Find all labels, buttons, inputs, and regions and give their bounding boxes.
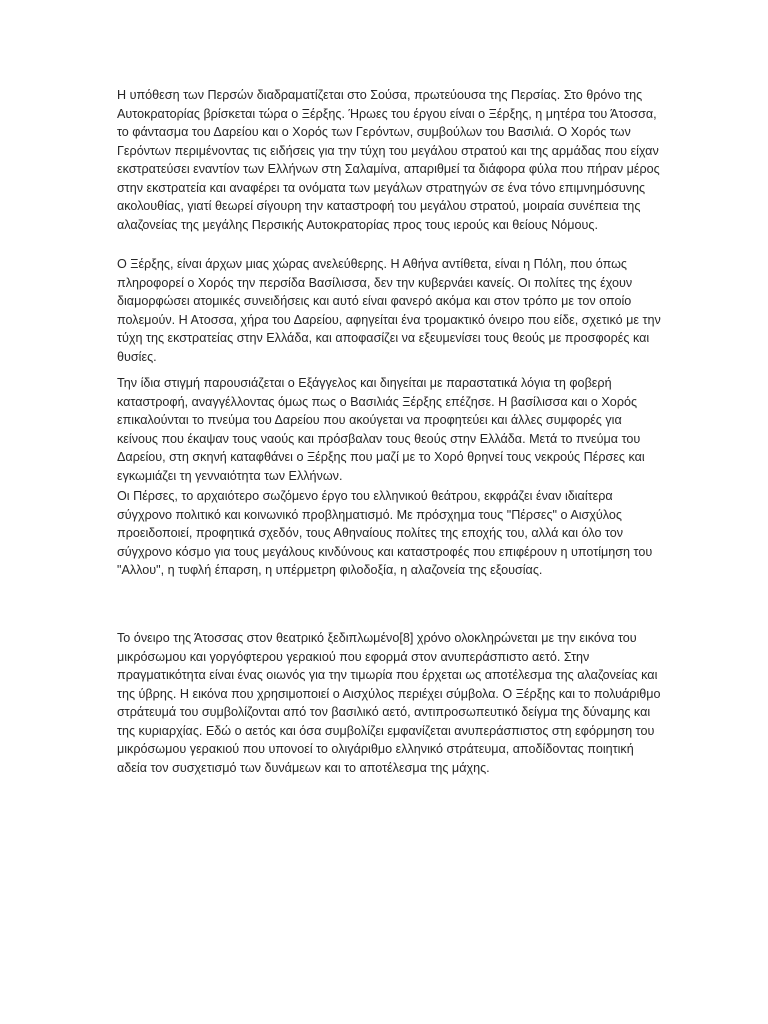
paragraph-plot-summary: Η υπόθεση των Περσών διαδραματίζεται στο Σούσα, πρωτεύουσα της Περσίας. Στο θρόνο της Αυτοκρατορίας βρίσκεται τώρα ο Ξέρξης. Ήρωες του έργου είναι ο Ξέρξης, η μητέρα του Άτοσσα, το φάντασμα του Δαρείου και ο Χορός των Γερόντων, συμβούλων του Βασιλιά. Ο Χορός των Γερόντων περιμένοντας τις ειδήσεις για την τύχη του μεγάλου στρατού και της αρμάδας που είχαν εκστρατεύσει εναντίον των Ελλήνων στη Σαλαμίνα, απαριθμεί τα διάφορα φύλα που πήραν μέρος στην εκστρατεία και αναφέρει τα ονόματα των μεγάλων στρατηγών σε ένα τόνο επιμνημόσυνης ακολουθίας, γιατί θεωρεί σίγουρη την καταστροφή του μεγάλου στρατού, μοιραία συνέπεια της αλαζονείας της μεγάλης Περσικής Αυτοκρατορίας προς τους ιερούς και θείους Νόμους. (117, 88, 660, 232)
paragraph-messenger: Την ίδια στιγμή παρουσιάζεται ο Εξάγγελος και διηγείται με παραστατικά λόγια τη φοβερή καταστροφή, αναγγέλλοντας όμως πως ο Βασιλιάς Ξέρξης επέζησε. Η βασίλισσα και ο Χορός επικαλούνται το πνεύμα του Δαρείου που ακούγεται να προφητεύει και άλλες συμφορές για κείνους που έκαψαν τους ναούς και πρόσβαλαν τους θεούς στην Ελλάδα. Μετά το πνεύμα του Δαρείου, στη σκηνή καταφθάνει ο Ξέρξης που μαζί με το Χορό θρηνεί τους νεκρούς Πέρσες και εγκωμιάζει τη γενναιότητα των Ελλήνων. (117, 376, 645, 483)
paragraph-xerxes-athens: Ο Ξέρξης, είναι άρχων μιας χώρας ανελεύθερης. Η Αθήνα αντίθετα, είναι η Πόλη, που όπως πληροφορεί ο Χορός την περσίδα Βασίλισσα, δεν την κυβερνάει κανείς. Οι πολίτες της έχουν διαμορφώσει ατομικές συνειδήσεις και αυτό είναι φανερό ακόμα και στον τρόπο με τον οποίο πολεμούν. Η Ατοσσα, χήρα του Δαρείου, αφηγείται ένα τρομακτικό όνειρο που είδε, σχετικό με την τύχη της εκστρατείας στην Ελλάδα, και αποφασίζει να εξευμενίσει τους θεούς με προσφορές και θυσίες. (117, 257, 661, 364)
paragraph-significance: Οι Πέρσες, το αρχαιότερο σωζόμενο έργο του ελληνικού θεάτρου, εκφράζει έναν ιδιαίτερα σύγχρονο πολιτικό και κοινωνικό προβληματισμό. Με πρόσχημα τους "Πέρσες" ο Αισχύλος προειδοποιεί, προφητικά σχεδόν, τους Αθηναίους πολίτες της εποχής του, αλλά και όλο τον σύγχρονο κόσμο για τους μεγάλους κινδύνους και καταστροφές που επιφέρουν η υποτίμηση του "Αλλου", η τυφλή έπαρση, η υπέρμετρη φιλοδοξία, η αλαζονεία της εξουσίας. (117, 489, 653, 577)
paragraph-dream-symbolism: Το όνειρο της Άτοσσας στον θεατρικό ξεδιπλωμένο[8] χρόνο ολοκληρώνεται με την εικόνα του μικρόσωμου και γοργόφτερου γερακιού που εφορμά στον ανυπεράσπιστο αετό. Στην πραγματικότητα είναι ένας οιωνός για την τιμωρία που έρχεται ως αποτέλεσμα της αλαζονείας και της ύβρης. Η εικόνα που χρησιμοποιεί ο Αισχύλος περιέχει σύμβολα. Ο Ξέρξης και το πολυάριθμο στράτευμά του συμβολίζονται από τον βασιλικό αετό, αντιπροσωπευτικό δείγμα της δύναμης και της κυριαρχίας. Εδώ ο αετός και όσα συμβολίζει εμφανίζεται ανυπεράσπιστος στη εφόρμηση του μικρόσωμου γερακιού που υπονοεί το ολιγάριθμο ελληνικό στράτευμα, αποδίδοντας ποιητική αδεία τον συσχετισμό των δυνάμεων και το αποτέλεσμα της μάχης. (117, 631, 661, 775)
